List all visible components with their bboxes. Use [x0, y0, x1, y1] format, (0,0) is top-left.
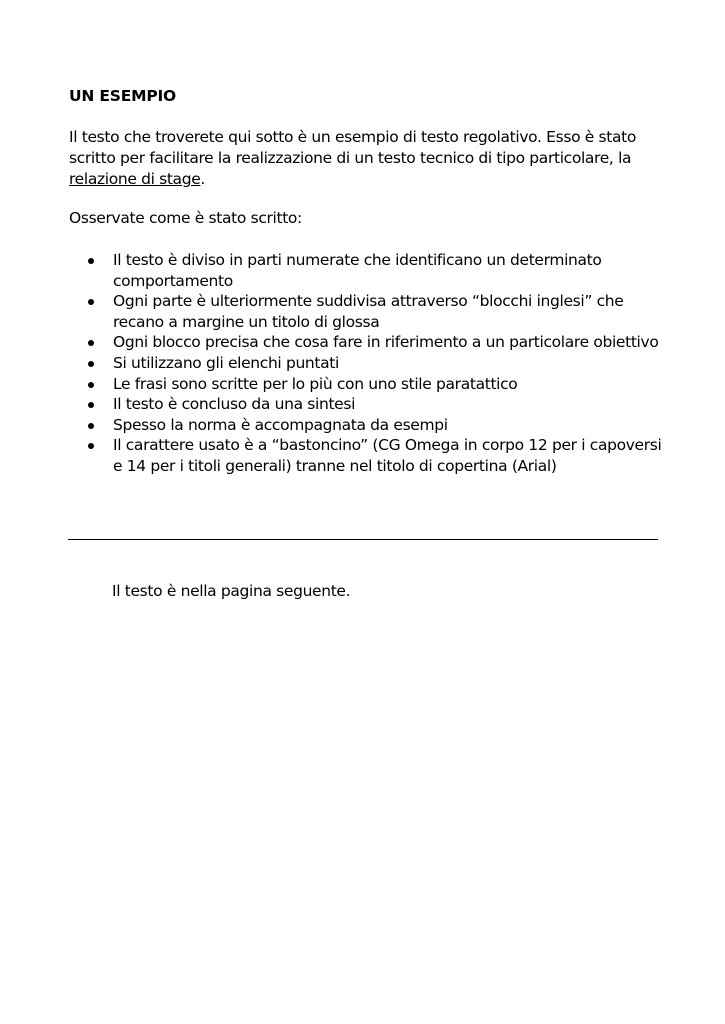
bullet-icon	[88, 361, 94, 367]
bullet-icon	[88, 423, 94, 429]
list-item-text: Ogni blocco precisa che cosa fare in riferimento a un particolare obiettivo	[113, 333, 659, 352]
bullet-icon	[88, 258, 94, 264]
list-item	[88, 353, 668, 374]
list-item	[88, 291, 668, 332]
bullet-list	[88, 250, 668, 477]
list-item	[88, 415, 668, 436]
list-item	[88, 394, 668, 415]
stage-report-link[interactable]: relazione di stage	[69, 170, 201, 188]
list-item	[88, 250, 668, 291]
list-item	[88, 374, 668, 395]
intro-period: .	[200, 170, 205, 188]
intro-text: Il testo che troverete qui sotto è un esempio di testo regolativo. Esso è stato scritto per facilitare la realizzazione di un testo tecnico di tipo particolare, la	[69, 128, 637, 167]
bullet-icon	[88, 443, 94, 449]
list-item-text: Il testo è concluso da una sintesi	[113, 395, 356, 414]
horizontal-divider	[68, 539, 658, 540]
list-item-text: Il carattere usato è a “bastoncino” (CG Omega in corpo 12 per i capoversi e 14 per i titoli generali) tranne nel titolo di copertina (Arial)	[113, 436, 662, 475]
observe-label: Osservate come è stato scritto:	[69, 209, 302, 227]
bullet-icon	[88, 340, 94, 346]
list-item	[88, 435, 668, 476]
list-item-text: Le frasi sono scritte per lo più con uno stile paratattico	[113, 374, 518, 393]
list-item-text: Il testo è diviso in parti numerate che identificano un determinato comportamento	[113, 251, 602, 290]
intro-paragraph	[69, 127, 669, 190]
section-heading: UN ESEMPIO	[69, 87, 177, 105]
bullet-icon	[88, 402, 94, 408]
next-page-note: Il testo è nella pagina seguente.	[112, 582, 351, 600]
bullet-icon	[88, 382, 94, 388]
list-item-text: Ogni parte è ulteriormente suddivisa attraverso “blocchi inglesi” che recano a margine un titolo di glossa	[113, 292, 624, 331]
bullet-icon	[88, 299, 94, 305]
list-item-text: Si utilizzano gli elenchi puntati	[113, 353, 339, 372]
list-item-text: Spesso la norma è accompagnata da esempi	[113, 415, 448, 434]
list-item	[88, 332, 668, 353]
